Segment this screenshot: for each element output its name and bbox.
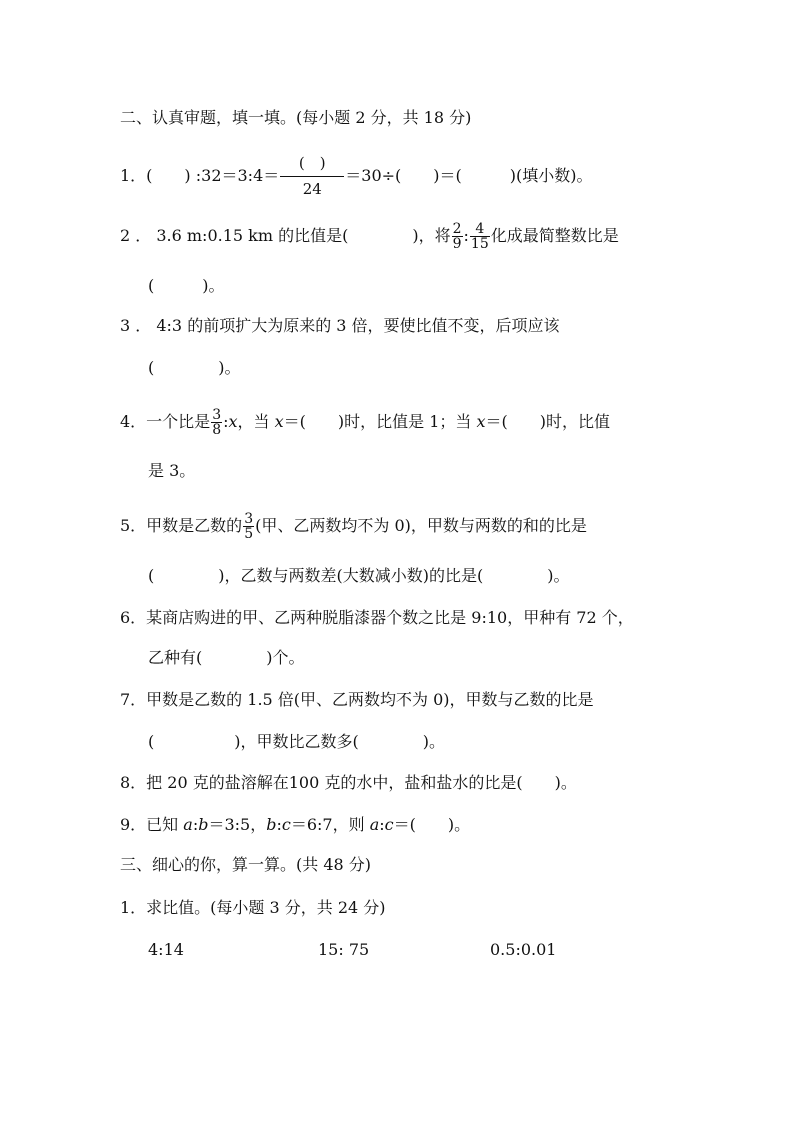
question-4 [120, 408, 610, 437]
q1-frac-den: 24 [280, 176, 344, 197]
q4-part1: 4．一个比是 [120, 412, 211, 431]
q4-part5: ＝( )时，比值 [485, 412, 611, 431]
q4-f-den: 8 [212, 422, 222, 438]
q2-fraction-2 [470, 222, 490, 251]
section3-title: 三、细心的你，算一算。(共 48 分) [120, 855, 372, 874]
question-1 [120, 156, 593, 197]
q4-var-x1: x [228, 412, 238, 431]
question-2 [120, 222, 619, 251]
question-5-line2: ( )，乙数与两数差(大数减小数)的比是( )。 [148, 566, 570, 585]
q1-part2: ＝30÷( )＝( )(填小数)。 [345, 166, 593, 185]
q9-var-b1: b [198, 815, 209, 834]
q1-fraction [280, 156, 344, 197]
q5-fraction [243, 512, 254, 541]
q4-var-x2: x [274, 412, 284, 431]
q1-frac-num: ( ) [298, 154, 326, 172]
question-3: 3 ． 4:3 的前项扩大为原来的 3 倍，要使比值不变，后项应该 [120, 316, 560, 335]
q9-p5: ＝6:7，则 [290, 815, 370, 834]
q2-f2-num: 4 [475, 221, 485, 237]
q9-p4: : [276, 815, 282, 834]
q2-colon: : [463, 226, 469, 245]
q1-part1: 1．( ) :32＝3:4＝ [120, 166, 280, 185]
q9-var-a2: a [369, 815, 380, 834]
q2-fraction-1 [452, 222, 463, 251]
question-6: 6．某商店购进的甲、乙两种脱脂漆器个数之比是 9:10，甲种有 72 个， [120, 608, 634, 627]
q5-part2: (甲、乙两数均不为 0)，甲数与两数的和的比是 [255, 516, 587, 535]
question-9 [120, 815, 470, 835]
q9-p3: ＝3:5， [208, 815, 267, 834]
q9-p7: ＝( )。 [393, 815, 471, 834]
q2-f1-den: 9 [452, 236, 462, 252]
q4-f-num: 3 [212, 407, 222, 423]
section2-title: 二、认真审题，填一填。(每小题 2 分，共 18 分) [120, 108, 472, 127]
question-4-line2: 是 3。 [148, 461, 196, 480]
calc-item-2: 15: 75 [318, 940, 370, 959]
q5-f-den: 5 [244, 526, 254, 542]
question-6-line2: 乙种有( )个。 [148, 648, 305, 667]
q4-fraction [211, 408, 222, 437]
question-8: 8．把 20 克的盐溶解在100 克的水中，盐和盐水的比是( )。 [120, 773, 577, 792]
q9-var-c1: c [281, 815, 291, 834]
question-2-line2: ( )。 [148, 276, 225, 295]
q9-p6: : [379, 815, 385, 834]
q2-f1-num: 2 [452, 221, 462, 237]
q9-var-b2: b [266, 815, 277, 834]
q4-var-x3: x [476, 412, 486, 431]
q9-p2: : [192, 815, 199, 834]
section3-sub1: 1．求比值。(每小题 3 分，共 24 分) [120, 898, 386, 917]
q4-part3: ，当 [237, 412, 275, 431]
question-7: 7．甲数是乙数的 1.5 倍(甲、乙两数均不为 0)，甲数与乙数的比是 [120, 690, 594, 709]
q9-var-c2: c [384, 815, 394, 834]
q2-part1: 2 ． 3.6 m:0.15 km 的比值是( )，将 [120, 226, 451, 245]
calc-item-1: 4:14 [148, 940, 184, 959]
q4-part2: : [223, 412, 229, 431]
question-5 [120, 512, 587, 541]
q2-part2: 化成最简整数比是 [490, 226, 619, 245]
q2-f2-den: 15 [470, 236, 489, 252]
q4-part4: ＝( )时，比值是 1；当 [283, 412, 477, 431]
question-3-line2: ( )。 [148, 358, 241, 377]
calc-item-3: 0.5:0.01 [490, 940, 557, 959]
question-7-line2: ( )，甲数比乙数多( )。 [148, 732, 445, 751]
q9-var-a1: a [183, 815, 193, 834]
q5-part1: 5．甲数是乙数的 [120, 516, 243, 535]
q9-p1: 9．已知 [120, 815, 184, 834]
q5-f-num: 3 [244, 511, 254, 527]
